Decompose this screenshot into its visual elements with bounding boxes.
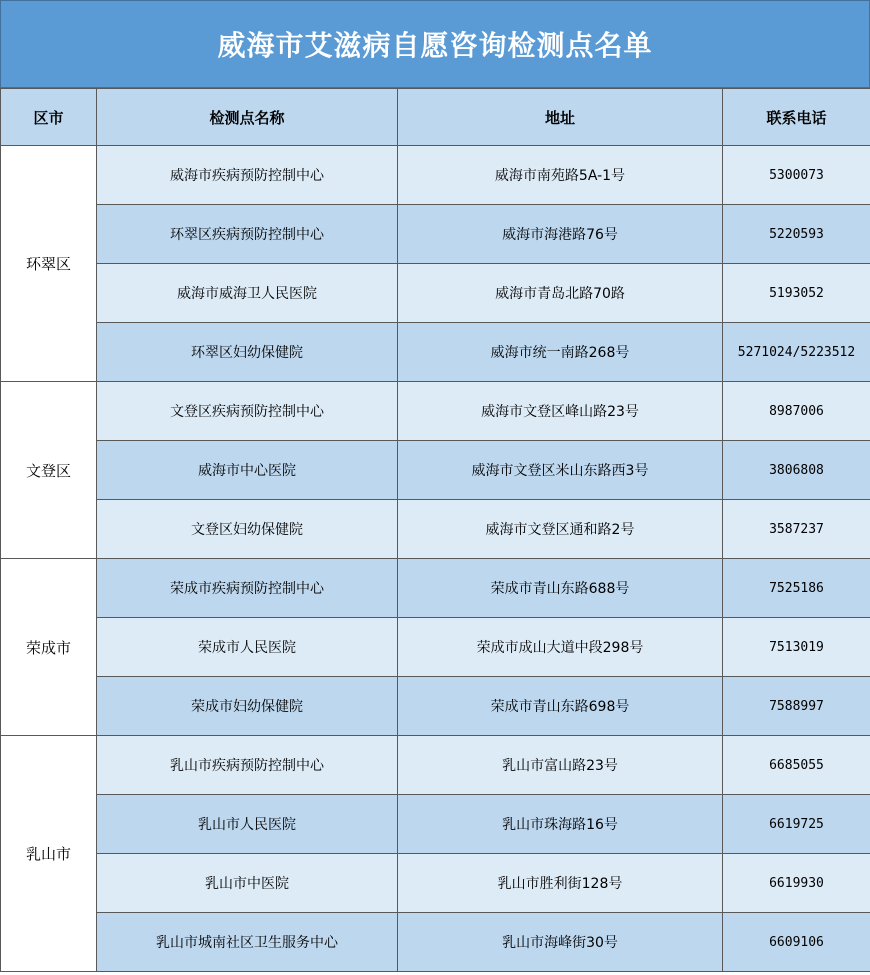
site-name-cell: 文登区妇幼保健院 — [97, 500, 398, 559]
address-cell: 威海市青岛北路70路 — [398, 264, 723, 323]
district-cell: 荣成市 — [1, 559, 97, 736]
phone-cell: 5300073 — [723, 146, 870, 205]
address-cell: 乳山市海峰街30号 — [398, 913, 723, 972]
table-row — [1, 736, 870, 795]
site-name-cell: 文登区疾病预防控制中心 — [97, 382, 398, 441]
address-cell: 乳山市富山路23号 — [398, 736, 723, 795]
site-name-cell: 威海市中心医院 — [97, 441, 398, 500]
table-row — [1, 441, 870, 500]
table-row — [1, 205, 870, 264]
district-cell: 乳山市 — [1, 736, 97, 972]
phone-cell: 7588997 — [723, 677, 870, 736]
site-name-cell: 环翠区妇幼保健院 — [97, 323, 398, 382]
table-row — [1, 500, 870, 559]
phone-cell: 7525186 — [723, 559, 870, 618]
address-cell: 威海市文登区通和路2号 — [398, 500, 723, 559]
phone-cell: 5220593 — [723, 205, 870, 264]
header-site-name: 检测点名称 — [97, 89, 398, 146]
site-name-cell: 乳山市城南社区卫生服务中心 — [97, 913, 398, 972]
site-name-cell: 威海市疾病预防控制中心 — [97, 146, 398, 205]
header-phone: 联系电话 — [723, 89, 870, 146]
address-cell: 威海市文登区米山东路西3号 — [398, 441, 723, 500]
address-cell: 乳山市胜利街128号 — [398, 854, 723, 913]
site-name-cell: 荣成市人民医院 — [97, 618, 398, 677]
header-district: 区市 — [1, 89, 97, 146]
site-name-cell: 威海市威海卫人民医院 — [97, 264, 398, 323]
site-name-cell: 环翠区疾病预防控制中心 — [97, 205, 398, 264]
address-cell: 威海市统一南路268号 — [398, 323, 723, 382]
table-row — [1, 618, 870, 677]
testing-sites-table — [0, 88, 870, 972]
site-name-cell: 乳山市中医院 — [97, 854, 398, 913]
table-row — [1, 913, 870, 972]
site-name-cell: 乳山市疾病预防控制中心 — [97, 736, 398, 795]
phone-cell: 5193052 — [723, 264, 870, 323]
phone-cell: 6685055 — [723, 736, 870, 795]
phone-cell: 6619725 — [723, 795, 870, 854]
address-cell: 威海市南苑路5A-1号 — [398, 146, 723, 205]
address-cell: 荣成市青山东路688号 — [398, 559, 723, 618]
site-name-cell: 荣成市妇幼保健院 — [97, 677, 398, 736]
table-row — [1, 795, 870, 854]
table-row — [1, 559, 870, 618]
page-title: 威海市艾滋病自愿咨询检测点名单 — [0, 0, 870, 88]
district-cell: 环翠区 — [1, 146, 97, 382]
table-row — [1, 382, 870, 441]
phone-cell: 5271024/5223512 — [723, 323, 870, 382]
table-row — [1, 264, 870, 323]
site-name-cell: 乳山市人民医院 — [97, 795, 398, 854]
phone-cell: 8987006 — [723, 382, 870, 441]
table-row — [1, 854, 870, 913]
address-cell: 荣成市成山大道中段298号 — [398, 618, 723, 677]
phone-cell: 6619930 — [723, 854, 870, 913]
phone-cell: 6609106 — [723, 913, 870, 972]
header-address: 地址 — [398, 89, 723, 146]
phone-cell: 7513019 — [723, 618, 870, 677]
phone-cell: 3806808 — [723, 441, 870, 500]
table-body — [1, 146, 870, 972]
district-cell: 文登区 — [1, 382, 97, 559]
address-cell: 威海市海港路76号 — [398, 205, 723, 264]
header-row — [1, 89, 870, 146]
table-row — [1, 677, 870, 736]
address-cell: 荣成市青山东路698号 — [398, 677, 723, 736]
address-cell: 威海市文登区峰山路23号 — [398, 382, 723, 441]
site-name-cell: 荣成市疾病预防控制中心 — [97, 559, 398, 618]
table-row — [1, 323, 870, 382]
table-row — [1, 146, 870, 205]
phone-cell: 3587237 — [723, 500, 870, 559]
address-cell: 乳山市珠海路16号 — [398, 795, 723, 854]
